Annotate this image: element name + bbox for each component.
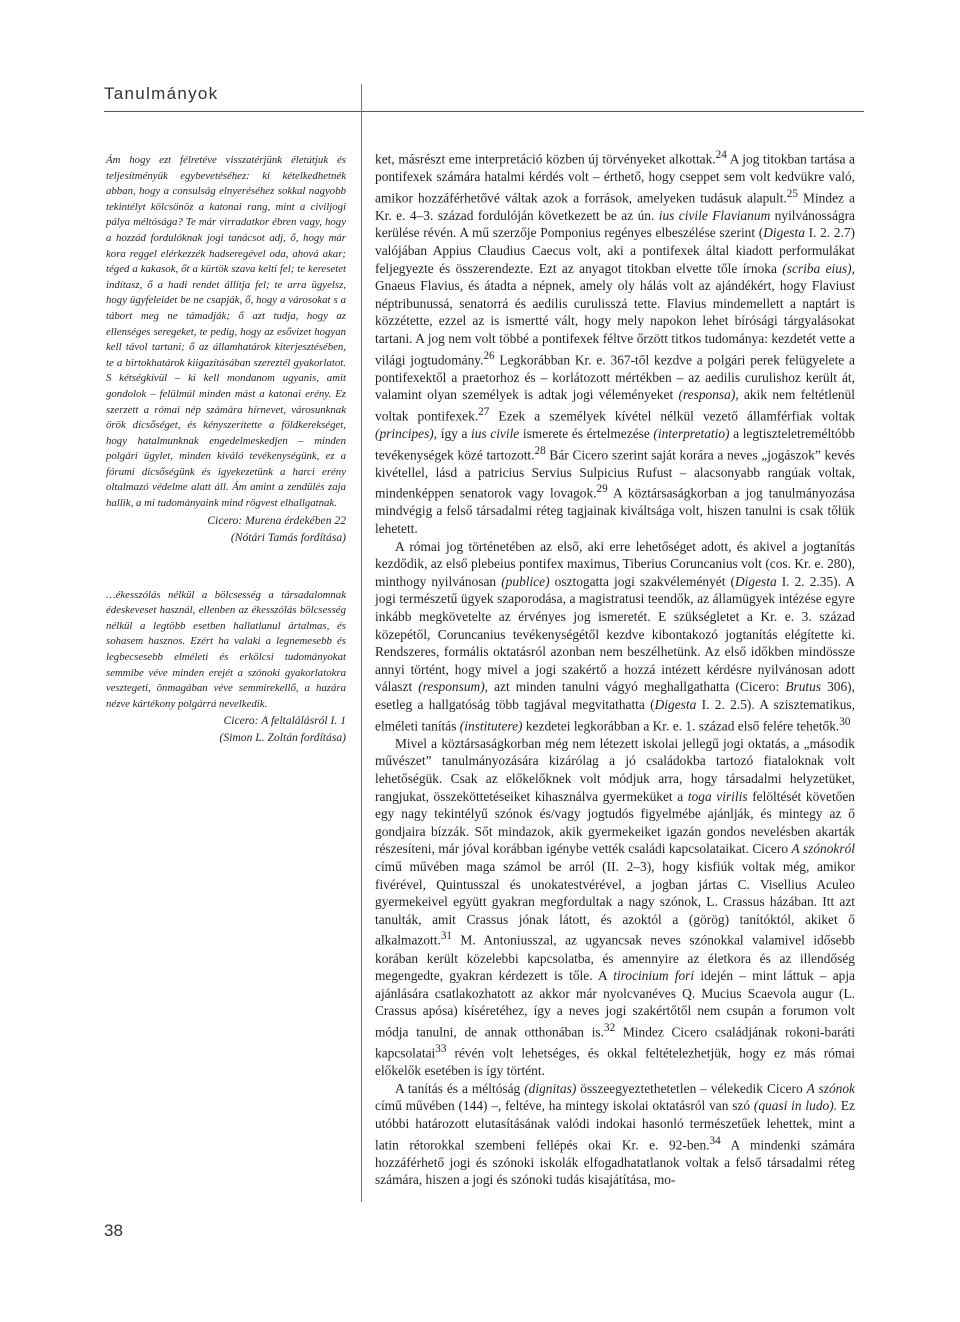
text-run: című művében (144) –, feltéve, ha mintegy iskolai oktatásról van szó — [375, 1098, 754, 1114]
italic-term: (publice) — [501, 573, 550, 589]
footnote-ref: 33 — [435, 1043, 447, 1056]
text-run: felöltését követően egy nagy tekintélyű szónok és/vagy jogtudós figyelmébe ajánlják, és mintegy az ő gondjaira bízzák. Sőt mindazok, akik gyermekeiket igazán gondos nevelésben akarták részesíteni, már jóval korábban igénybe vették családi kapcsolataikat. Cicero — [375, 788, 856, 857]
citation-source: Cicero: A feltalálásról I. 1 — [223, 714, 346, 728]
italic-term: A szónok — [806, 1080, 855, 1096]
running-header-title: Tanulmányok — [104, 84, 219, 103]
footnote-ref: 29 — [596, 483, 608, 496]
italic-term: (principes) — [375, 426, 434, 442]
text-run: című művében maga számol be arról (II. 2–3), hogy kisfiúk voltak még, amikor fivérével, Quintusszal és unokatestvérével, a jogban jártas C. Visellius Aculeo gyermekeivel együtt gyakran megfordultak a nagy szónok, L. Crassus házában. Itt azt tanulták, amit Crassus jónak látott, és azoktól a (görög) tanítóktól, akiket ő alkalmazott. — [375, 859, 855, 948]
italic-term: (interpretatio) — [653, 426, 730, 442]
text-run: A mindenki számára hozzáférhető jogi és szónoki iskolák elfogadhatatlanok voltak a felső társadalmi réteg számára, hiszen a jogi és szónoki tudás kisajátítása, mo- — [375, 1137, 855, 1188]
italic-term: Digesta — [654, 697, 697, 713]
italic-term: (responsa), — [678, 387, 739, 403]
footnote-ref: 28 — [534, 444, 546, 457]
italic-term: (quasi in ludo). — [753, 1098, 838, 1114]
column-divider — [361, 84, 362, 1202]
text-run: Mivel a köztársaságkorban még nem létezett iskolai jellegű jogi oktatás, a „második művészet” tanulmányozására kizárólag a jó családokba tartozó fiataloknak volt lehetőségük. Csak az előkelőknek volt módjuk arra, hogy társadalmi helyzetüket, rangjukat, összeköttetéseiket kihasználva gyermeküket a — [375, 735, 855, 804]
text-run: ket, másrészt eme interpretáció közben új törvényeket alkottak. — [375, 151, 716, 167]
text-run: I. 2. 2.7) valójában Appius Claudius Caecus volt, aki a pontifexek által kiadott performulákat feljegyezte és összerendezte. Ezt az anyagot titokban elvette tőle írnoka — [375, 225, 856, 276]
sidebar-quotes — [106, 153, 346, 746]
footnote-ref: 27 — [478, 405, 490, 418]
italic-term: (dignitas) — [524, 1080, 577, 1096]
main-text-column — [375, 147, 855, 1189]
footnote-ref: 25 — [786, 187, 798, 200]
citation-translator: (Simon L. Zoltán fordítása) — [219, 731, 346, 745]
text-run: , így a — [433, 426, 472, 442]
italic-term: A szónokról — [791, 841, 855, 857]
footnote-ref: 24 — [715, 149, 727, 161]
text-run: nyilvánosságra kerülése révén. A mű szerzője Pomponius regényes elbeszélése szerint ( — [375, 207, 856, 241]
body-paragraph-1 — [375, 147, 855, 538]
text-run: kezdetei legkorábban a Kr. e. 1. század első felére tehetők. — [522, 718, 840, 734]
header-rule — [104, 111, 864, 112]
italic-term: Brutus — [785, 679, 822, 695]
footnote-ref: 34 — [709, 1134, 721, 1147]
text-run: 306), esetleg a hallgatóság több tagjával megvitathatta ( — [375, 679, 855, 713]
text-run: A jog titokban tartása a pontifexek számára hatalmi kérdés volt – érthető, hogy cseppet sem volt kedvükre való, amikor hozzáférhetővé váltak azok a források, amelyeken tudásuk alapult. — [375, 151, 855, 206]
body-paragraph-4 — [375, 1080, 855, 1189]
body-paragraph-2 — [375, 538, 855, 735]
footnote-ref: 31 — [440, 930, 452, 943]
sidebar-quote-murena: Ám hogy ezt félretéve visszatérjünk életútjuk és teljesítményük egybevetéséhez: ki kételkedhetnék abban, hogy a consulság elnyeréséhez sokkal nagyobb tekintélyt kölcsönöz a katonai rang, mint a civiljogi pálya méltósága? Te már virradatkor ébren vagy, hogy a hozzád fordulóknak jogi tanácsot adj, ő, hogy már kora reggel elérkezzék hadseregével oda, ahová akar; téged a kakasok, őt a kürtök szava kelti fel; te keresetet indítasz, ő a hadi rendet állítja fel; te arra ügyelsz, hogy ügyfeleidet be ne csapják, ő, hogy a városokat s a tábort meg ne támadják; ő azt tudja, hogy az ellenséges seregeket, te pedig, hogy az esővizet hogyan kell távol tartani; ő az államhatárok kiterjesztésében, te a birtokhatárok kiigazításában szereztél gyakorlatot. S kétségkívül – ki kell mondanom ugyanis, amit gondolok – felülmúl minden mást a katonai erény. Ez szerzett a római nép számára hírnevet, városunknak örök dicsőséget, és kényszerítette a földkerekséget, hogy hatalmunknak engedelmeskedjen – minden polgári ügylet, minden kiváló tevékenységünk, ez a fórumi dicsőségünk és igyekezetünk a harci erény oltalmazó védelme alatt áll. Ám amint a zendülés zaja hallik, a mi tudományaink mind rögvest elhallgatnak. — [106, 154, 346, 510]
text-run: Bár Cicero szerint saját korára a neves „jogászok” kevés kivétellel, lásd a patricius Servius Sulpicius Rufust – alacsonyabb rangúak voltak, mindenképpen senatorok vagy lovagok. — [375, 447, 855, 501]
footnote-ref: 32 — [604, 1022, 616, 1034]
citation-source: Cicero: Murena érdekében 22 — [207, 513, 346, 527]
text-run: , Gnaeus Flavius, és átadta a népnek, amely oly hálás volt az ajándékért, hogy Flaviust néptribunussá, senatorrá és aedilis curulisszá tette. Flavius mindemellett a naptárt is közzétette, ezzel az is ismertté vált, hogy mely napokon lehet bírósági tárgyalásokat tartani. A jog nem volt többé a pontifexek féltve őrzött titkos tudománya: kezdetét vette a világi jogtudomány. — [375, 260, 855, 368]
text-run: ismerete és értelmezése — [519, 426, 654, 442]
text-run: I. 2. 2.35). A jogi természetű ügyek szaporodása, a magistratusi teendők, az államügyek intézése egyre inkább megkövetelte az érvényes jog ismeretét. E szükségletet a Kr. e. 3. század közepétől, Coruncanius tevékenységétől kezdve kibontakozó jogtanítás elégítette ki. Rendszeres, formális oktatásról azonban nem beszélhetünk. Az első időkben mindössze annyi történt, hogy mivel a jogi szakértő a hozzá intézett kérdésre nyilvánosan adott választ — [375, 573, 855, 695]
text-run: azt minden tanulni vágyó meghallgathatta (Cicero: — [488, 679, 786, 695]
text-run: Ezek a személyek kívétel nélkül vezető államférfiak voltak — [489, 408, 855, 424]
italic-term: tirocinium fori — [613, 968, 695, 984]
footnote-ref: 30 — [839, 715, 851, 728]
text-run: A római jog történetében az első, aki erre lehetőséget adott, és akivel a jogtanítás kezdődik, az első plebeius pontifex maximus, Tiberius Coruncanius volt (cos. Kr. e. 280), minthogy nyilvánosan — [375, 538, 855, 589]
text-run: Mindez Cicero családjának rokoni-baráti kapcsolatai — [375, 1024, 855, 1061]
text-run: Mindez a Kr. e. 4–3. század fordulóján következett be az ún. — [375, 190, 855, 223]
text-run: Legkorábban Kr. e. 367-től kezdve a polgári perek felügyelete a pontifexektől a praetorhoz és – korlátozott mértékben – az aedilis curulishoz került át, valamint olyan személyek is adtak jogi véleményeket — [375, 352, 855, 403]
italic-term: (responsum), — [418, 679, 489, 695]
text-run: A köztársaságkorban a jog tanulmányozása mindvégig a felső társadalmi réteg tagjainak kiváltsága volt, hiszen tanulni is csak tőlük lehetett. — [375, 485, 855, 536]
text-run: Ez utóbbi határozott elutasításának valódi indokai hasonló természetűek lehettek, mint a latin rétorokkal szembeni fellépés okai Kr. e. 92-ben. — [375, 1098, 855, 1153]
sidebar-citation-murena — [106, 512, 346, 546]
italic-term: (scriba eius) — [782, 260, 852, 276]
sidebar-citation-inventione — [106, 712, 346, 746]
italic-term: toga virilis — [687, 788, 748, 804]
text-run: a legtiszteletreméltóbb tevékenységek közé tartozott. — [375, 426, 855, 463]
text-run: akik nem feltétlenül voltak pontifexek. — [375, 387, 855, 424]
footnote-ref: 26 — [483, 349, 495, 362]
text-run: összeegyeztethetetlen – vélekedik Cicero — [576, 1080, 807, 1096]
citation-translator: (Nótári Tamás fordítása) — [230, 530, 346, 544]
italic-term: Digesta — [763, 225, 805, 241]
text-run: révén volt lehetséges, és okkal feltételezhetjük, hogy ez más római előkelők esetében is így történt. — [375, 1045, 855, 1079]
text-run: I. 2. 2.5). A szisztematikus, elméleti tanítás — [375, 697, 855, 734]
italic-term: ius civile Flavianum — [658, 207, 771, 223]
page-number: 38 — [104, 1221, 123, 1240]
body-paragraph-3 — [375, 735, 855, 1080]
text-run: osztogatta jogi szakvéleményét ( — [549, 573, 735, 589]
italic-term: (institutere) — [459, 718, 523, 734]
text-run: M. Antoniusszal, az ugyancsak neves szónokkal valamivel idősebb korában került közelebbi kapcsolatba, és amennyire az életkora és az illendőség megengedte, gyakran kérdezett is tőle. A — [375, 932, 855, 984]
italic-term: ius civile — [471, 426, 520, 442]
italic-term: Digesta — [734, 573, 777, 589]
text-run: idején – mint láttuk – apja ajánlására csatlakozhatott az akkor már nyolcvanéves Q. Mucius Scaevola augur (L. Crassus apósa) kíséretéhez, így a neves jogi szakértőtől nem csupán a forumon volt módja tanulni, de annak otthonában is. — [375, 968, 855, 1040]
text-run: A tanítás és a méltóság — [395, 1080, 525, 1096]
sidebar-quote-inventione: …ékesszólás nélkül a bölcsesség a társadalomnak édeskeveset használ, ellenben az ékesszólás bölcsesség nélkül a legtöbb esetben hallatlanul ártalmas, és sohasem hasznos. Ezért ha valaki a legnemesebb és legbecsesebb elméleti és erkölcsi tudományokat semmibe véve minden erejét a szónoki gyakorlatokra vesztegeti, önmagában véve semmirekellő, a hazára nézve kártékony polgárrá nevelkedik. — [106, 588, 346, 710]
